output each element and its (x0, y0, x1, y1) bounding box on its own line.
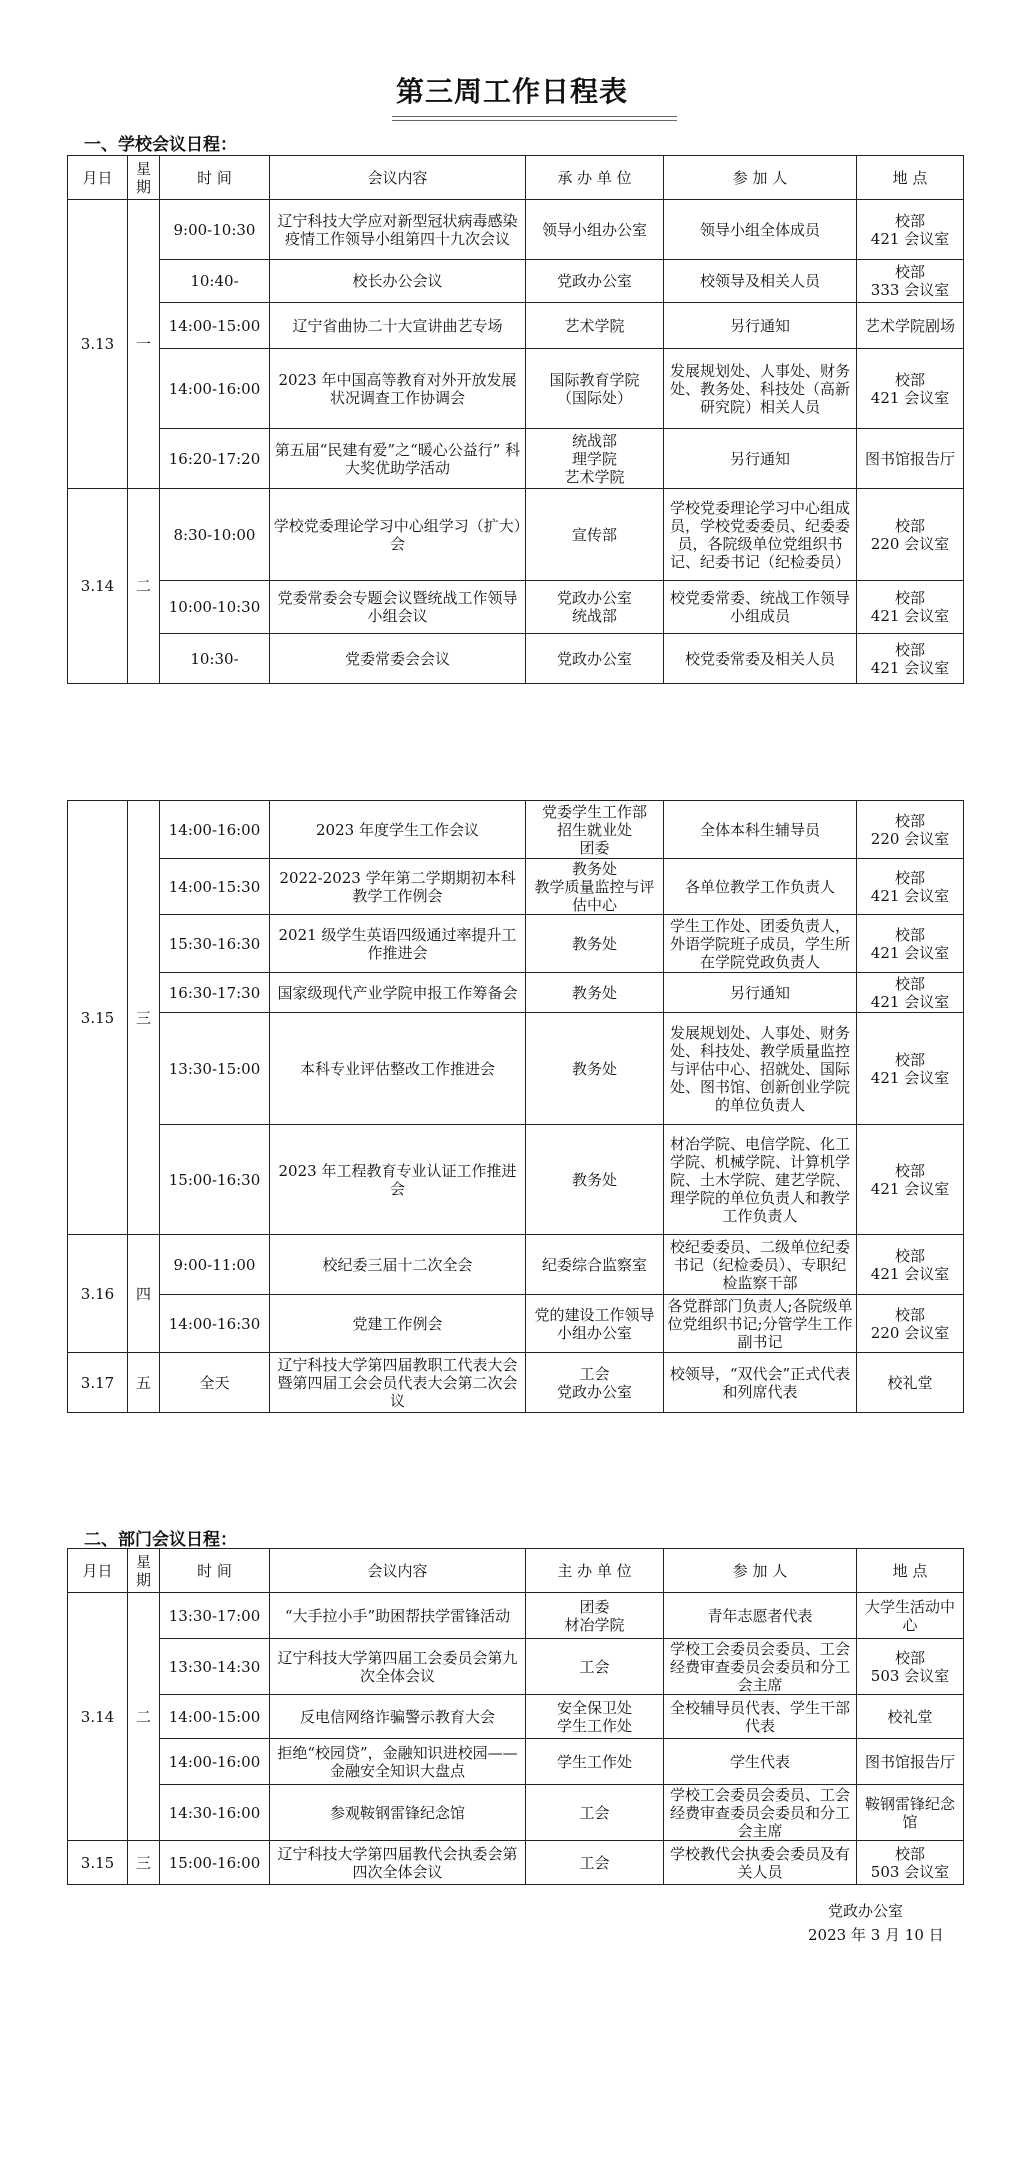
table-header-row (68, 156, 964, 200)
location-cell: 校部 421 会议室 (857, 1125, 964, 1235)
content-cell: 党委常委会会议 (270, 634, 526, 684)
host-cell: 艺术学院 (526, 303, 664, 349)
content-cell: 校长办公会议 (270, 260, 526, 303)
table-row (68, 801, 964, 859)
col-header-weekday: 星 期 (128, 1549, 160, 1593)
content-cell: 本科专业评估整改工作推进会 (270, 1013, 526, 1125)
col-header-weekday: 星 期 (128, 156, 160, 200)
location-cell: 校部 421 会议室 (857, 859, 964, 915)
time-cell: 10:40- (160, 260, 270, 303)
participants-cell: 另行通知 (664, 429, 857, 489)
participants-cell: 学校工会委员会委员、工会经费审查委员会委员和分工会主席 (664, 1639, 857, 1695)
participants-cell: 学校工会委员会委员、工会经费审查委员会委员和分工会主席 (664, 1785, 857, 1841)
weekday-cell: 三 (128, 801, 160, 1235)
table-row (68, 1353, 964, 1413)
content-cell: 辽宁科技大学第四届教职工代表大会暨第四届工会会员代表大会第二次会议 (270, 1353, 526, 1413)
location-cell: 图书馆报告厅 (857, 429, 964, 489)
participants-cell: 学生工作处、团委负责人，外语学院班子成员，学生所在学院党政负责人 (664, 915, 857, 973)
page-title: 第三周工作日程表 (395, 75, 628, 108)
table-row (68, 1695, 964, 1739)
col-header-participants: 参 加 人 (664, 156, 857, 200)
table-row (68, 489, 964, 581)
location-cell: 校部 220 会议室 (857, 801, 964, 859)
participants-cell: 各党群部门负责人;各院级单位党组织书记;分管学生工作副书记 (664, 1295, 857, 1353)
footer-date: 2023 年 3 月 10 日 (808, 1926, 944, 1944)
section-heading-school: 一、学校会议日程： (84, 135, 237, 155)
host-cell: 党政办公室 (526, 260, 664, 303)
participants-cell: 学校教代会执委会委员及有关人员 (664, 1841, 857, 1885)
location-cell: 校部 421 会议室 (857, 200, 964, 260)
host-cell: 教务处 教学质量监控与评估中心 (526, 859, 664, 915)
participants-cell: 全体本科生辅导员 (664, 801, 857, 859)
host-cell: 教务处 (526, 1125, 664, 1235)
table-row (68, 429, 964, 489)
host-cell: 工会 (526, 1785, 664, 1841)
host-cell: 党的建设工作领导小组办公室 (526, 1295, 664, 1353)
content-cell: 党建工作例会 (270, 1295, 526, 1353)
table-row (68, 200, 964, 260)
host-cell: 教务处 (526, 973, 664, 1013)
date-cell: 3.15 (68, 801, 128, 1235)
table-row (68, 1125, 964, 1235)
col-header-location: 地 点 (857, 156, 964, 200)
time-cell: 10:00-10:30 (160, 581, 270, 634)
location-cell: 校部 421 会议室 (857, 1013, 964, 1125)
table-header-row (68, 1549, 964, 1593)
host-cell: 工会 (526, 1841, 664, 1885)
time-cell: 15:00-16:00 (160, 1841, 270, 1885)
time-cell: 14:00-16:00 (160, 349, 270, 429)
location-cell: 校部 421 会议室 (857, 349, 964, 429)
school-meeting-table (67, 155, 964, 684)
content-cell: “大手拉小手”助困帮扶学雷锋活动 (270, 1593, 526, 1639)
location-cell: 校部 503 会议室 (857, 1639, 964, 1695)
date-cell: 3.14 (68, 489, 128, 684)
host-cell: 团委 材冶学院 (526, 1593, 664, 1639)
table-row (68, 303, 964, 349)
time-cell: 14:00-15:00 (160, 303, 270, 349)
table-row (68, 1639, 964, 1695)
title-underline (392, 116, 677, 117)
footer-office: 党政办公室 (828, 1902, 904, 1920)
content-cell: 拒绝“校园贷”，金融知识进校园——金融安全知识大盘点 (270, 1739, 526, 1785)
weekday-cell: 二 (128, 489, 160, 684)
participants-cell: 青年志愿者代表 (664, 1593, 857, 1639)
date-cell: 3.17 (68, 1353, 128, 1413)
participants-cell: 校纪委委员、二级单位纪委书记（纪检委员）、专职纪检监察干部 (664, 1235, 857, 1295)
col-header-host: 主 办 单 位 (526, 1549, 664, 1593)
table-row (68, 1013, 964, 1125)
time-cell: 全天 (160, 1353, 270, 1413)
weekday-cell: 二 (128, 1593, 160, 1841)
col-header-content: 会议内容 (270, 1549, 526, 1593)
table-row (68, 1785, 964, 1841)
content-cell: 国家级现代产业学院申报工作筹备会 (270, 973, 526, 1013)
weekday-cell: 五 (128, 1353, 160, 1413)
content-cell: 辽宁科技大学第四届工会委员会第九次全体会议 (270, 1639, 526, 1695)
host-cell: 学生工作处 (526, 1739, 664, 1785)
table-row (68, 1593, 964, 1639)
time-cell: 14:00-15:00 (160, 1695, 270, 1739)
location-cell: 校礼堂 (857, 1353, 964, 1413)
content-cell: 辽宁科技大学应对新型冠状病毒感染疫情工作领导小组第四十九次会议 (270, 200, 526, 260)
host-cell: 安全保卫处 学生工作处 (526, 1695, 664, 1739)
participants-cell: 各单位教学工作负责人 (664, 859, 857, 915)
host-cell: 统战部 理学院 艺术学院 (526, 429, 664, 489)
table-row (68, 1841, 964, 1885)
time-cell: 14:30-16:00 (160, 1785, 270, 1841)
col-header-time: 时 间 (160, 1549, 270, 1593)
participants-cell: 另行通知 (664, 303, 857, 349)
col-header-location: 地 点 (857, 1549, 964, 1593)
participants-cell: 校党委常委、统战工作领导小组成员 (664, 581, 857, 634)
table-row (68, 973, 964, 1013)
table-row (68, 634, 964, 684)
table-row (68, 915, 964, 973)
weekday-cell: 一 (128, 200, 160, 489)
time-cell: 13:30-14:30 (160, 1639, 270, 1695)
time-cell: 13:30-15:00 (160, 1013, 270, 1125)
table-row (68, 349, 964, 429)
content-cell: 学校党委理论学习中心组学习（扩大）会 (270, 489, 526, 581)
content-cell: 反电信网络诈骗警示教育大会 (270, 1695, 526, 1739)
table-row (68, 1295, 964, 1353)
participants-cell: 领导小组全体成员 (664, 200, 857, 260)
table-row (68, 260, 964, 303)
time-cell: 16:30-17:30 (160, 973, 270, 1013)
time-cell: 16:20-17:20 (160, 429, 270, 489)
host-cell: 党政办公室 统战部 (526, 581, 664, 634)
participants-cell: 全校辅导员代表、学生干部代表 (664, 1695, 857, 1739)
host-cell: 国际教育学院 （国际处） (526, 349, 664, 429)
col-header-host: 承 办 单 位 (526, 156, 664, 200)
date-cell: 3.13 (68, 200, 128, 489)
host-cell: 纪委综合监察室 (526, 1235, 664, 1295)
content-cell: 参观鞍钢雷锋纪念馆 (270, 1785, 526, 1841)
date-cell: 3.16 (68, 1235, 128, 1353)
col-header-date: 月日 (68, 156, 128, 200)
content-cell: 2023 年工程教育专业认证工作推进会 (270, 1125, 526, 1235)
table-row (68, 1739, 964, 1785)
host-cell: 领导小组办公室 (526, 200, 664, 260)
time-cell: 15:00-16:30 (160, 1125, 270, 1235)
table-row (68, 859, 964, 915)
location-cell: 校部 333 会议室 (857, 260, 964, 303)
department-meeting-table (67, 1548, 964, 1885)
time-cell: 13:30-17:00 (160, 1593, 270, 1639)
date-cell: 3.15 (68, 1841, 128, 1885)
participants-cell: 校党委常委及相关人员 (664, 634, 857, 684)
location-cell: 大学生活动中心 (857, 1593, 964, 1639)
section-heading-department: 二、部门会议日程： (84, 1530, 237, 1550)
content-cell: 党委常委会专题会议暨统战工作领导小组会议 (270, 581, 526, 634)
col-header-date: 月日 (68, 1549, 128, 1593)
time-cell: 9:00-10:30 (160, 200, 270, 260)
time-cell: 15:30-16:30 (160, 915, 270, 973)
host-cell: 教务处 (526, 1013, 664, 1125)
location-cell: 校部 503 会议室 (857, 1841, 964, 1885)
content-cell: 2022-2023 学年第二学期期初本科教学工作例会 (270, 859, 526, 915)
host-cell: 宣传部 (526, 489, 664, 581)
time-cell: 14:00-15:30 (160, 859, 270, 915)
location-cell: 鞍钢雷锋纪念馆 (857, 1785, 964, 1841)
content-cell: 第五届“民建有爱”之“暖心公益行” 科大奖优助学活动 (270, 429, 526, 489)
participants-cell: 材冶学院、电信学院、化工学院、机械学院、计算机学院、土木学院、建艺学院、理学院的单位负责人和教学工作负责人 (664, 1125, 857, 1235)
time-cell: 14:00-16:30 (160, 1295, 270, 1353)
host-cell: 工会 (526, 1639, 664, 1695)
location-cell: 校部 220 会议室 (857, 489, 964, 581)
time-cell: 9:00-11:00 (160, 1235, 270, 1295)
location-cell: 校部 421 会议室 (857, 634, 964, 684)
participants-cell: 发展规划处、人事处、财务处、科技处、教学质量监控与评估中心、招就处、国际处、图书馆、创新创业学院的单位负责人 (664, 1013, 857, 1125)
school-meeting-table-continued (67, 800, 964, 1413)
location-cell: 校部 421 会议室 (857, 1235, 964, 1295)
location-cell: 图书馆报告厅 (857, 1739, 964, 1785)
content-cell: 辽宁科技大学第四届教代会执委会第四次全体会议 (270, 1841, 526, 1885)
col-header-time: 时 间 (160, 156, 270, 200)
time-cell: 10:30- (160, 634, 270, 684)
table-row (68, 581, 964, 634)
content-cell: 辽宁省曲协二十大宣讲曲艺专场 (270, 303, 526, 349)
participants-cell: 另行通知 (664, 973, 857, 1013)
host-cell: 教务处 (526, 915, 664, 973)
participants-cell: 学生代表 (664, 1739, 857, 1785)
title-underline-2 (392, 120, 677, 121)
col-header-content: 会议内容 (270, 156, 526, 200)
location-cell: 校部 421 会议室 (857, 973, 964, 1013)
content-cell: 2021 级学生英语四级通过率提升工作推进会 (270, 915, 526, 973)
location-cell: 校部 220 会议室 (857, 1295, 964, 1353)
host-cell: 工会 党政办公室 (526, 1353, 664, 1413)
location-cell: 艺术学院剧场 (857, 303, 964, 349)
host-cell: 党政办公室 (526, 634, 664, 684)
location-cell: 校礼堂 (857, 1695, 964, 1739)
location-cell: 校部 421 会议室 (857, 581, 964, 634)
content-cell: 校纪委三届十二次全会 (270, 1235, 526, 1295)
content-cell: 2023 年度学生工作会议 (270, 801, 526, 859)
participants-cell: 校领导，“双代会”正式代表和列席代表 (664, 1353, 857, 1413)
participants-cell: 校领导及相关人员 (664, 260, 857, 303)
col-header-participants: 参 加 人 (664, 1549, 857, 1593)
host-cell: 党委学生工作部 招生就业处 团委 (526, 801, 664, 859)
participants-cell: 学校党委理论学习中心组成员，学校党委委员、纪委委员，各院级单位党组织书记、纪委书记（纪检委员） (664, 489, 857, 581)
weekday-cell: 三 (128, 1841, 160, 1885)
weekday-cell: 四 (128, 1235, 160, 1353)
participants-cell: 发展规划处、人事处、财务处、教务处、科技处（高新研究院）相关人员 (664, 349, 857, 429)
time-cell: 8:30-10:00 (160, 489, 270, 581)
date-cell: 3.14 (68, 1593, 128, 1841)
location-cell: 校部 421 会议室 (857, 915, 964, 973)
time-cell: 14:00-16:00 (160, 801, 270, 859)
content-cell: 2023 年中国高等教育对外开放发展状况调查工作协调会 (270, 349, 526, 429)
time-cell: 14:00-16:00 (160, 1739, 270, 1785)
table-row (68, 1235, 964, 1295)
